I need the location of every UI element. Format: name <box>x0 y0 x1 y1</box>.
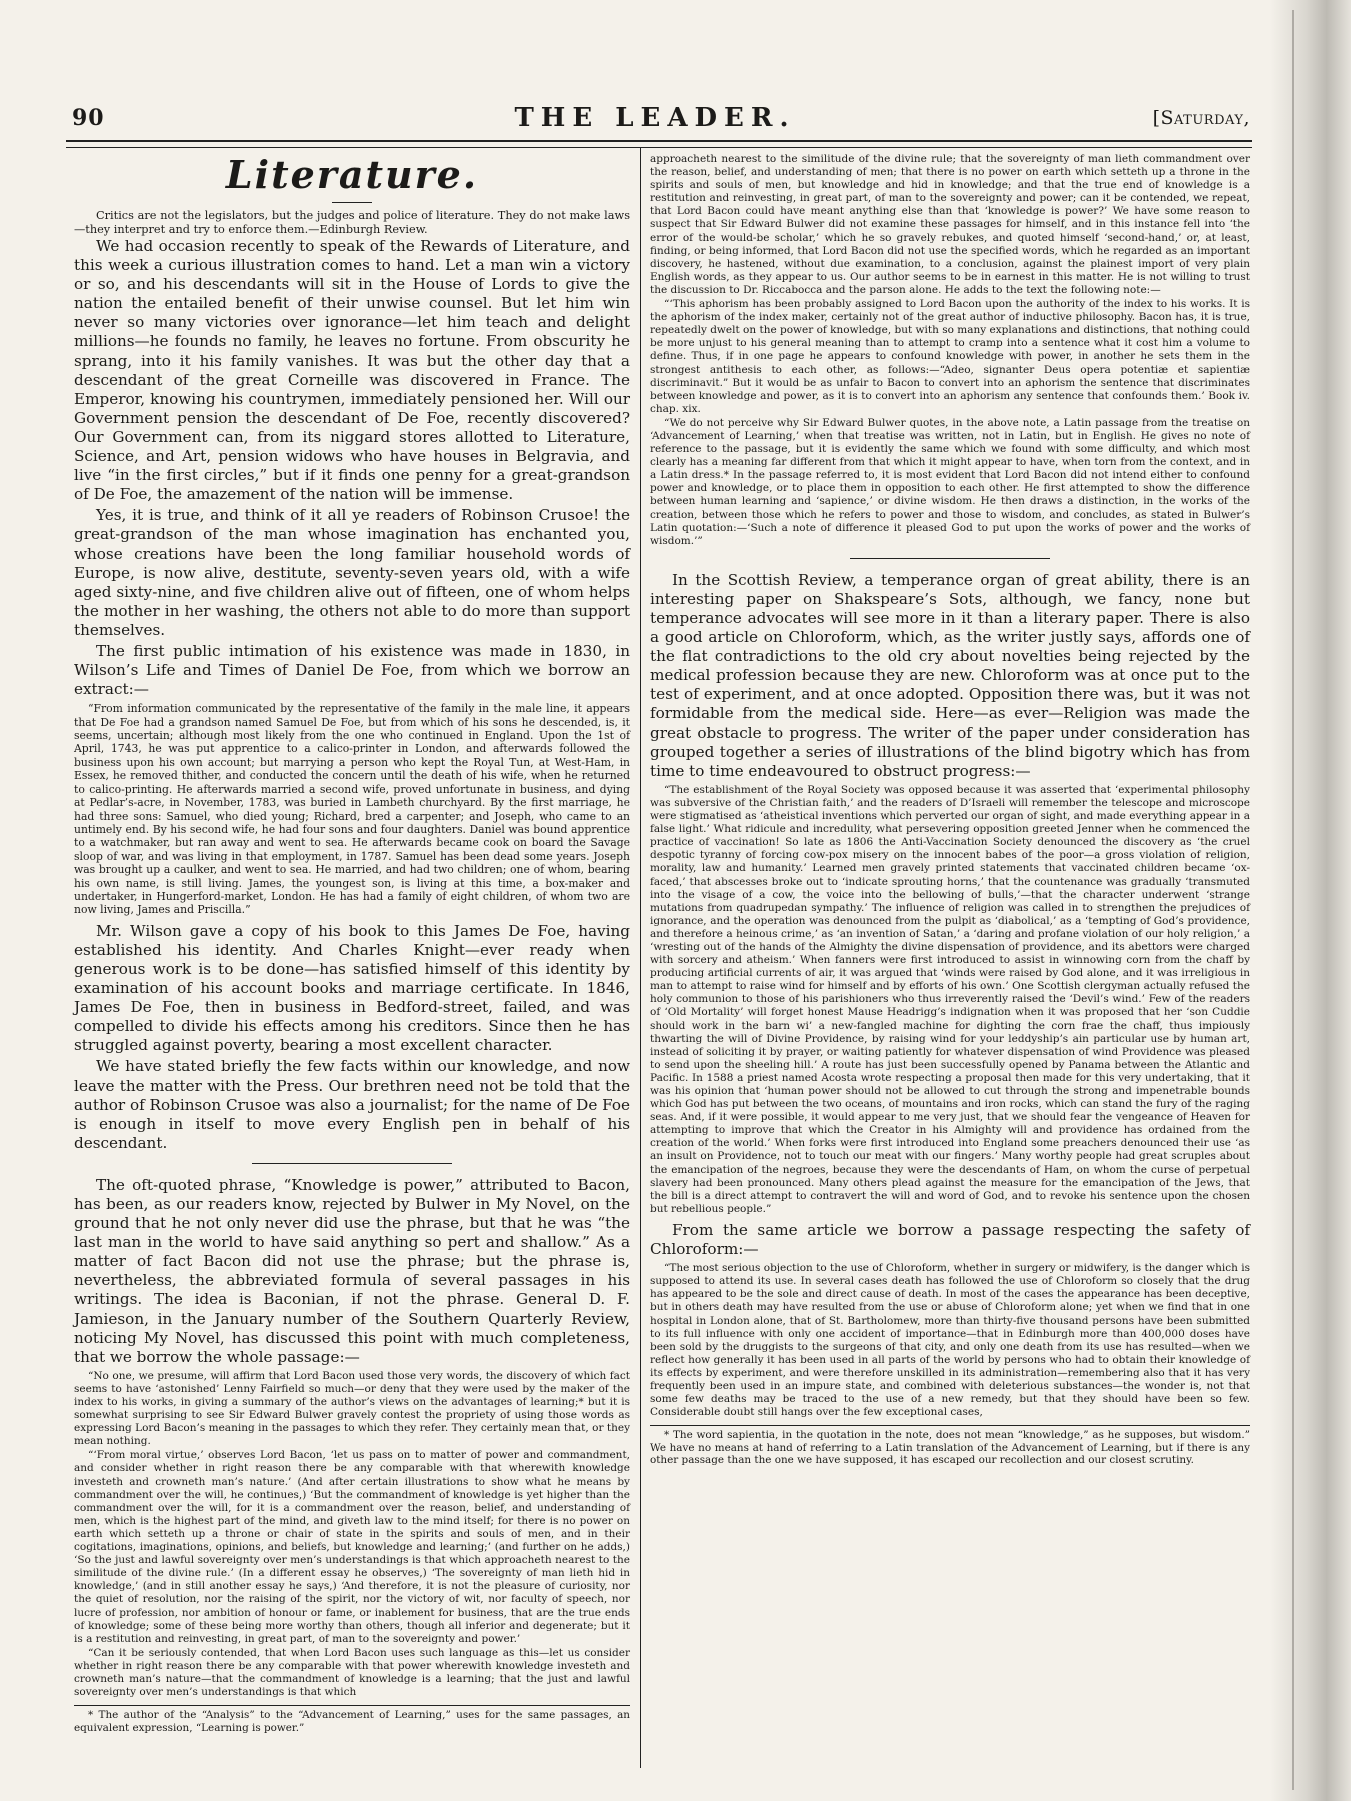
paragraph: We had occasion recently to speak of the Rewards of Literature, and this week a curious illustration comes to hand. Let a man win a victory or so, and his descendants will sit in the House of Lords to give the nation the entailed benefit of their unwise counsel. But let him win never so many victories over ignorance—let him teach and delight millions—he founds no family, he leaves no fortune. From obscurity he sprang, into it his family vanishes. It was but the other day that a descendant of the great Corneille was discovered in France. The Emperor, knowing his countrymen, immediately pensioned her. Will our Government pension the descendant of De Foe, recently discovered? Our Government can, from its niggard stores allotted to Literature, Science, and Art, pension widows who have houses in Belgravia, and live “in the first circles,” but if it finds one penny for a great-grandson of De Foe, the amazement of the nation will be immense. <box>74 237 630 504</box>
paragraph: We have stated briefly the few facts within our knowledge, and now leave the matter with the Press. Our brethren need not be told that the author of Robinson Crusoe was also a journalist; for the name of De Foe is enough in itself to move every English pen in behalf of his descendant. <box>74 1057 630 1152</box>
quote-paragraph: “Can it be seriously contended, that when Lord Bacon uses such language as this—let us consider whether in right reason there be any comparable with that power wherewith knowledge investeth and crowneth man’s nature—that the commandment of knowledge is a learning; that the just and lawful sovereignty over men’s understandings is that which <box>74 1646 630 1699</box>
quote-paragraph: “From information communicated by the representative of the family in the male line, it appears that De Foe had a grandson named Samuel De Foe, but from which of his sons he descended, is, it seems, uncertain; although most likely from the one who continued in England. Upon the 1st of April, 1743, he was put apprentice to a calico-printer in London, and afterwards followed the business upon his own account; but marrying a person who kept the Royal Tun, at West-Ham, in Essex, he removed thither, and conducted the concern until the death of his wife, when he returned to calico-printing. He afterwards married a second wife, proved unfortunate in business, and dying at Pedlar’s-acre, in November, 1783, was buried in Lambeth churchyard. By the first marriage, he had three sons: Samuel, who died young; Richard, bred a carpenter; and Joseph, who came to an untimely end. By his second wife, he had four sons and four daughters. Daniel was bound apprentice to a watchmaker, but ran away and went to sea. He afterwards became cook on board the Savage sloop of war, and was living in that employment, in 1787. Samuel has been dead some years. Joseph was brought up a caulker, and went to sea. He married, and had two children; one of whom, bearing his own name, is still living. James, the youngest son, is living at this time, a box-maker and undertaker, in Hungerford-market, London. He has had a family of eight children, of whom two are now living, James and Priscilla.” <box>74 702 630 917</box>
paragraph: In the Scottish Review, a temperance organ of great ability, there is an interesting paper on Shakspeare’s Sots, although, we fancy, none but temperance advocates will see more in it than a literary paper. There is also a good article on Chloroform, which, as the writer justly says, affords one of the flat contradictions to the old cry about novelties being rejected by the medical profession because they are new. Chloroform was at once put to the test of experiment, and at once adopted. Opposition there was, but it was not formidable from the medical side. Here—as ever—Religion was made the great obstacle to progress. The writer of the paper under consideration has grouped together a series of illustrations of the blind bigotry which has from time to time endeavoured to obstruct progress:— <box>650 570 1250 780</box>
block-quote <box>650 1262 1250 1419</box>
header-rule <box>66 140 1252 148</box>
paragraph: The first public intimation of his existence was made in 1830, in Wilson’s Life and Times of Daniel De Foe, from which we borrow an extract:— <box>74 641 630 699</box>
quote-paragraph: approacheth nearest to the similitude of the divine rule; that the sovereignty of man lieth commandment over the reason, belief, and understanding of men; that there is no power on earth which setteth up a throne in the spirits and souls of men, but knowledge and hid in knowledge; and that the true end of knowledge is a restitution and reinvesting, in great part, of man to the sovereignty and power; can it be contended, we repeat, that Lord Bacon could have meant anything else than that ‘knowledge is power?’ We have some reason to suspect that Sir Edward Bulwer did not examine these passages for himself, and in this instance fell into ‘the error of the would-be scholar,’ which he so gravely rebukes, and quoted himself ‘second-hand,’ or, at least, finding, or being informed, that Lord Bacon did not use the specified words, which he regarded as an important discovery, he hastened, without due examination, to a conclusion, against the plainest import of very plain English words, as they appear to us. Our author seems to be in earnest in this matter. He is not willing to trust the discussion to Dr. Riccabocca and the parson alone. He adds to the text the following note:— <box>650 153 1250 296</box>
quote-paragraph: “No one, we presume, will affirm that Lord Bacon used those very words, the discovery of which fact seems to have ‘astonished’ Lenny Fairfield so much—or deny that they were used by the maker of the index to his works, in giving a summary of the author’s views on the advantages of learning;* but it is somewhat surprising to see Sir Edward Bulwer gravely contest the propriety of using those words as expressing Lord Bacon’s meaning in the passages to which they refer. They certainly mean that, or they mean nothing. <box>74 1369 630 1448</box>
scan-fold-line <box>1292 10 1294 1790</box>
article-body <box>650 1221 1250 1259</box>
quote-paragraph: “The establishment of the Royal Society was opposed because it was asserted that ‘experimental philosophy was subversive of the Christian faith,’ and the readers of D’Israeli will remember the telescope and microscope were stigmatised as ‘atheistical inventions which perverted our organ of sight, and made everything appear in a false light.’ What ridicule and incredulity, what persevering opposition greeted Jenner when he commenced the practice of vaccination! So late as 1806 the Anti-Vaccination Society denounced the discovery as ‘the cruel despotic tyranny of forcing cow-pox misery on the innocent babes of the poor—a gross violation of religion, morality, law and humanity.’ Learned men gravely printed statements that vaccinated children became ‘ox-faced,’ that abscesses broke out to ‘indicate sprouting horns,’ that the countenance was gradually ‘transmuted into the visage of a cow, the voice into the bellowing of bulls,’—that the character underwent ‘strange mutations from quadrupedan sympathy.’ The influence of religion was called in to strengthen the prejudices of ignorance, and the operation was denounced from the pulpit as ‘diabolical,’ as a ‘tempting of God’s providence, and therefore a heinous crime,’ as ‘an invention of Satan,’ a ‘daring and profane violation of our holy religion,’ a ‘wresting out of the hands of the Almighty the divine dispensation of providence, and its abettors were charged with sorcery and atheism.’ When fanners were first introduced to assist in winnowing corn from the chaff by producing artificial currents of air, it was argued that ‘winds were raised by God alone, and it was irreligious in man to attempt to raise wind for himself and by efforts of his own.’ One Scottish clergyman actually refused the holy communion to those of his parishioners who thus irreverently raised the ‘Devil’s wind.’ Few of the readers of ‘Old Mortality’ will forget honest Mause Headrigg’s indignation when it was proposed that her ‘son Cuddie should work in the barn wi’ a new-fangled machine for dighting the corn frae the chaff, thus impiously thwarting the will of Divine Providence, by raising wind for your leddyship’s ain particular use by human art, instead of soliciting it by prayer, or waiting patiently for whatever dispensation of wind Providence was pleased to send upon the sheeling hill.’ A route has just been successfully opened by Panama between the Atlantic and Pacific. In 1588 a priest named Acosta wrote respecting a proposal then made for this very undertaking, that it was his opinion that ‘human power should not be allowed to cut through the strong and impenetrable bounds which God has put between the two oceans, of mountains and iron rocks, which can stand the fury of the raging seas. And, if it were possible, it would appear to me very just, that we should fear the vengeance of Heaven for attempting to improve that which the Creator in his Almighty will and providence has ordained from the creation of the world.’ When forks were first introduced into England some preachers denounced their use ‘as an insult on Providence, not to touch our meat with our fingers.’ Many worthy people had great scruples about the emancipation of the negroes, because they were the descendants of Ham, on whom the curse of perpetual slavery had been pronounced. Many others plead against the measure for the emancipation of the Jews, that the bill is a direct attempt to contravert the will and word of God, and to revoke his sentence upon the chosen but rebellious people.” <box>650 783 1250 1215</box>
column-divider <box>640 148 641 1768</box>
publication-title: THE LEADER. <box>514 103 796 133</box>
paragraph: Mr. Wilson gave a copy of his book to this James De Foe, having established his identity. And Charles Knight—ever ready when generous work is to be done—has satisfied himself of this identity by examination of his account books and marriage certificate. In 1846, James De Foe, then in business in Bedford-street, failed, and was compelled to divide his effects among his creditors. Since then he has struggled against poverty, bearing a most excellent character. <box>74 921 630 1055</box>
quote-paragraph: “The most serious objection to the use of Chloroform, whether in surgery or midwifery, is the danger which is supposed to attend its use. In several cases death has followed the use of Chloroform so closely that the drug has appeared to be the sole and direct cause of death. In most of the cases the appearance has been deceptive, but in others death may have resulted from the use or abuse of Chloroform alone; yet when we find that in one hospital in London alone, that of St. Bartholomew, more than thirty-five thousand persons have been submitted to its full influence with only one accident of importance—that in Edinburgh more than 400,000 doses have been sold by the druggists to the surgeons of that city, and only one death from its use has resulted—when we reflect how generally it has been used in all parts of the world by persons who had to obtain their knowledge of its effects by experiment, and were therefore unskilled in its administration—remembering also that it has very frequently been used in an impure state, and combined with deleterious substances—the wonder is, not that some few deaths may be traced to the use of a new remedy, but that they should have been so few. Considerable doubt still hangs over the few exceptional cases, <box>650 1262 1250 1419</box>
running-header <box>60 105 1250 135</box>
issue-day: [Saturday, <box>1152 107 1250 129</box>
right-column <box>650 150 1250 1467</box>
article-body <box>74 1176 630 1367</box>
section-rule <box>252 1163 452 1164</box>
epigraph: Critics are not the legislators, but the judges and police of literature. They do not make laws—they interpret and try to enforce them.—Edinburgh Review. <box>74 209 630 236</box>
paragraph: Yes, it is true, and think of it all ye readers of Robinson Crusoe! the great-grandson of the man whose imagination has enchanted you, whose creations have been the long familiar household words of Europe, is now alive, destitute, seventy-seven years old, with a wife aged sixty-nine, and five children alive out of fifteen, one of whom helps the mother in her washing, the others not able to do more than support themselves. <box>74 506 630 639</box>
left-column <box>74 150 630 1734</box>
scan-binding-edge <box>1270 0 1351 1801</box>
block-quote <box>650 784 1250 1216</box>
article-body <box>74 237 630 699</box>
article-body <box>650 571 1250 781</box>
title-rule <box>332 202 372 203</box>
section-title: Literature. <box>225 152 479 197</box>
footnote <box>74 1705 630 1734</box>
footnote <box>650 1425 1250 1467</box>
footnote-text: * The author of the “Analysis” to the “Advancement of Learning,” uses for the same passages, an equivalent expression, “Learning is power.” <box>74 1709 630 1734</box>
quote-paragraph: “‘From moral virtue,’ observes Lord Bacon, ‘let us pass on to matter of power and commandment, and consider whether in right reason there be any comparable with that wherewith knowledge investeth and crowneth man’s nature.’ (And after certain illustrations to show what he means by commandment over the will, he continues,) ‘But the commandment of knowledge is yet higher than the commandment over the will, for it is a commandment over the reason, belief, and understanding of men, which is the highest part of the mind, and giveth law to the mind itself; for there is no power on earth which setteth up a throne or chair of state in the spirits and souls of men, and in their cogitations, imaginations, opinions, and beliefs, but knowledge and learning;’ (and further on he adds,) ‘So the just and lawful sovereignty over men’s understandings is that which approacheth nearest to the similitude of the divine rule.’ (In a different essay he observes,) ‘The sovereignty of man lieth hid in knowledge,’ (and in still another essay he says,) ‘And therefore, it is not the pleasure of curiosity, nor the quiet of resolution, nor the raising of the spirit, nor the victory of wit, nor faculty of speech, nor lucre of profession, nor ambition of honour or fame, or inablement for business, that are the true ends of knowledge; some of these being more worthy than others, though all inferior and degenerate; but it is a restitution and reinvesting, in great part, of man to the sovereignty and power.’ <box>74 1449 630 1645</box>
quote-paragraph: “‘This aphorism has been probably assigned to Lord Bacon upon the authority of the index to his works. It is the aphorism of the index maker, certainly not of the great author of inductive philosophy. Bacon has, it is true, repeatedly dwelt on the power of knowledge, but with so many explanations and distinctions, that nothing could be more unjust to his general meaning than to attempt to cramp into a sentence what it cost him a volume to define. Thus, if in one page he appears to confound knowledge with power, in another he sets them in the strongest antithesis to each other, as follows:—“Adeo, signanter Deus opera potentiæ et sapientiæ discriminavit.” But it would be as unfair to Bacon to convert into an aphorism the sentence that discriminates between knowledge and power, as it is to convert into an aphorism any sentence that confounds them.’ Book iv. chap. xix. <box>650 298 1250 415</box>
block-quote <box>650 153 1250 548</box>
quote-paragraph: “We do not perceive why Sir Edward Bulwer quotes, in the above note, a Latin passage from the treatise on ‘Advancement of Learning,’ when that treatise was written, not in Latin, but in English. He gives no note of reference to the passage, but it is evidently the same which we found with some difficulty, and which most clearly has a meaning far different from that which it might appear to have, when torn from the context, and in a Latin dress.* In the passage referred to, it is most evident that Lord Bacon did not intend either to confound power and knowledge, or to place them in opposition to each other. He first attempted to show the difference between human learning and ‘sapience,’ or divine wisdom. He then draws a distinction, in the works of the creation, between those which he refers to power and those to wisdom, and concludes, as stated in Bulwer’s Latin quotation:—‘Such a note of difference it pleased God to put upon the works of power and the works of wisdom.’” <box>650 416 1250 547</box>
paragraph: The oft-quoted phrase, “Knowledge is power,” attributed to Bacon, has been, as our readers know, rejected by Bulwer in My Novel, on the ground that he not only never did use the phrase, but that he was “the last man in the world to have said anything so pert and shallow.” As a matter of fact Bacon did not use the phrase; but the phrase is, nevertheless, the abbreviated formula of several passages in his writings. The idea is Baconian, if not the phrase. General D. F. Jamieson, in the January number of the Southern Quarterly Review, noticing My Novel, has discussed this point with much completeness, that we borrow the whole passage:— <box>74 1175 630 1366</box>
paragraph: From the same article we borrow a passage respecting the safety of Chloroform:— <box>650 1220 1250 1259</box>
article-body <box>74 922 630 1153</box>
block-quote <box>74 702 630 917</box>
page-number: 90 <box>72 105 105 131</box>
footnote-text: * The word sapientia, in the quotation in the note, does not mean “knowledge,” as he supposes, but wisdom.” We have no means at hand of referring to a Latin translation of the Advancement of Learning, but if there is any other passage than the one we have supposed, it has escaped our recollection and our closest scrutiny. <box>650 1429 1250 1467</box>
block-quote <box>74 1370 630 1699</box>
section-rule <box>850 558 1050 559</box>
